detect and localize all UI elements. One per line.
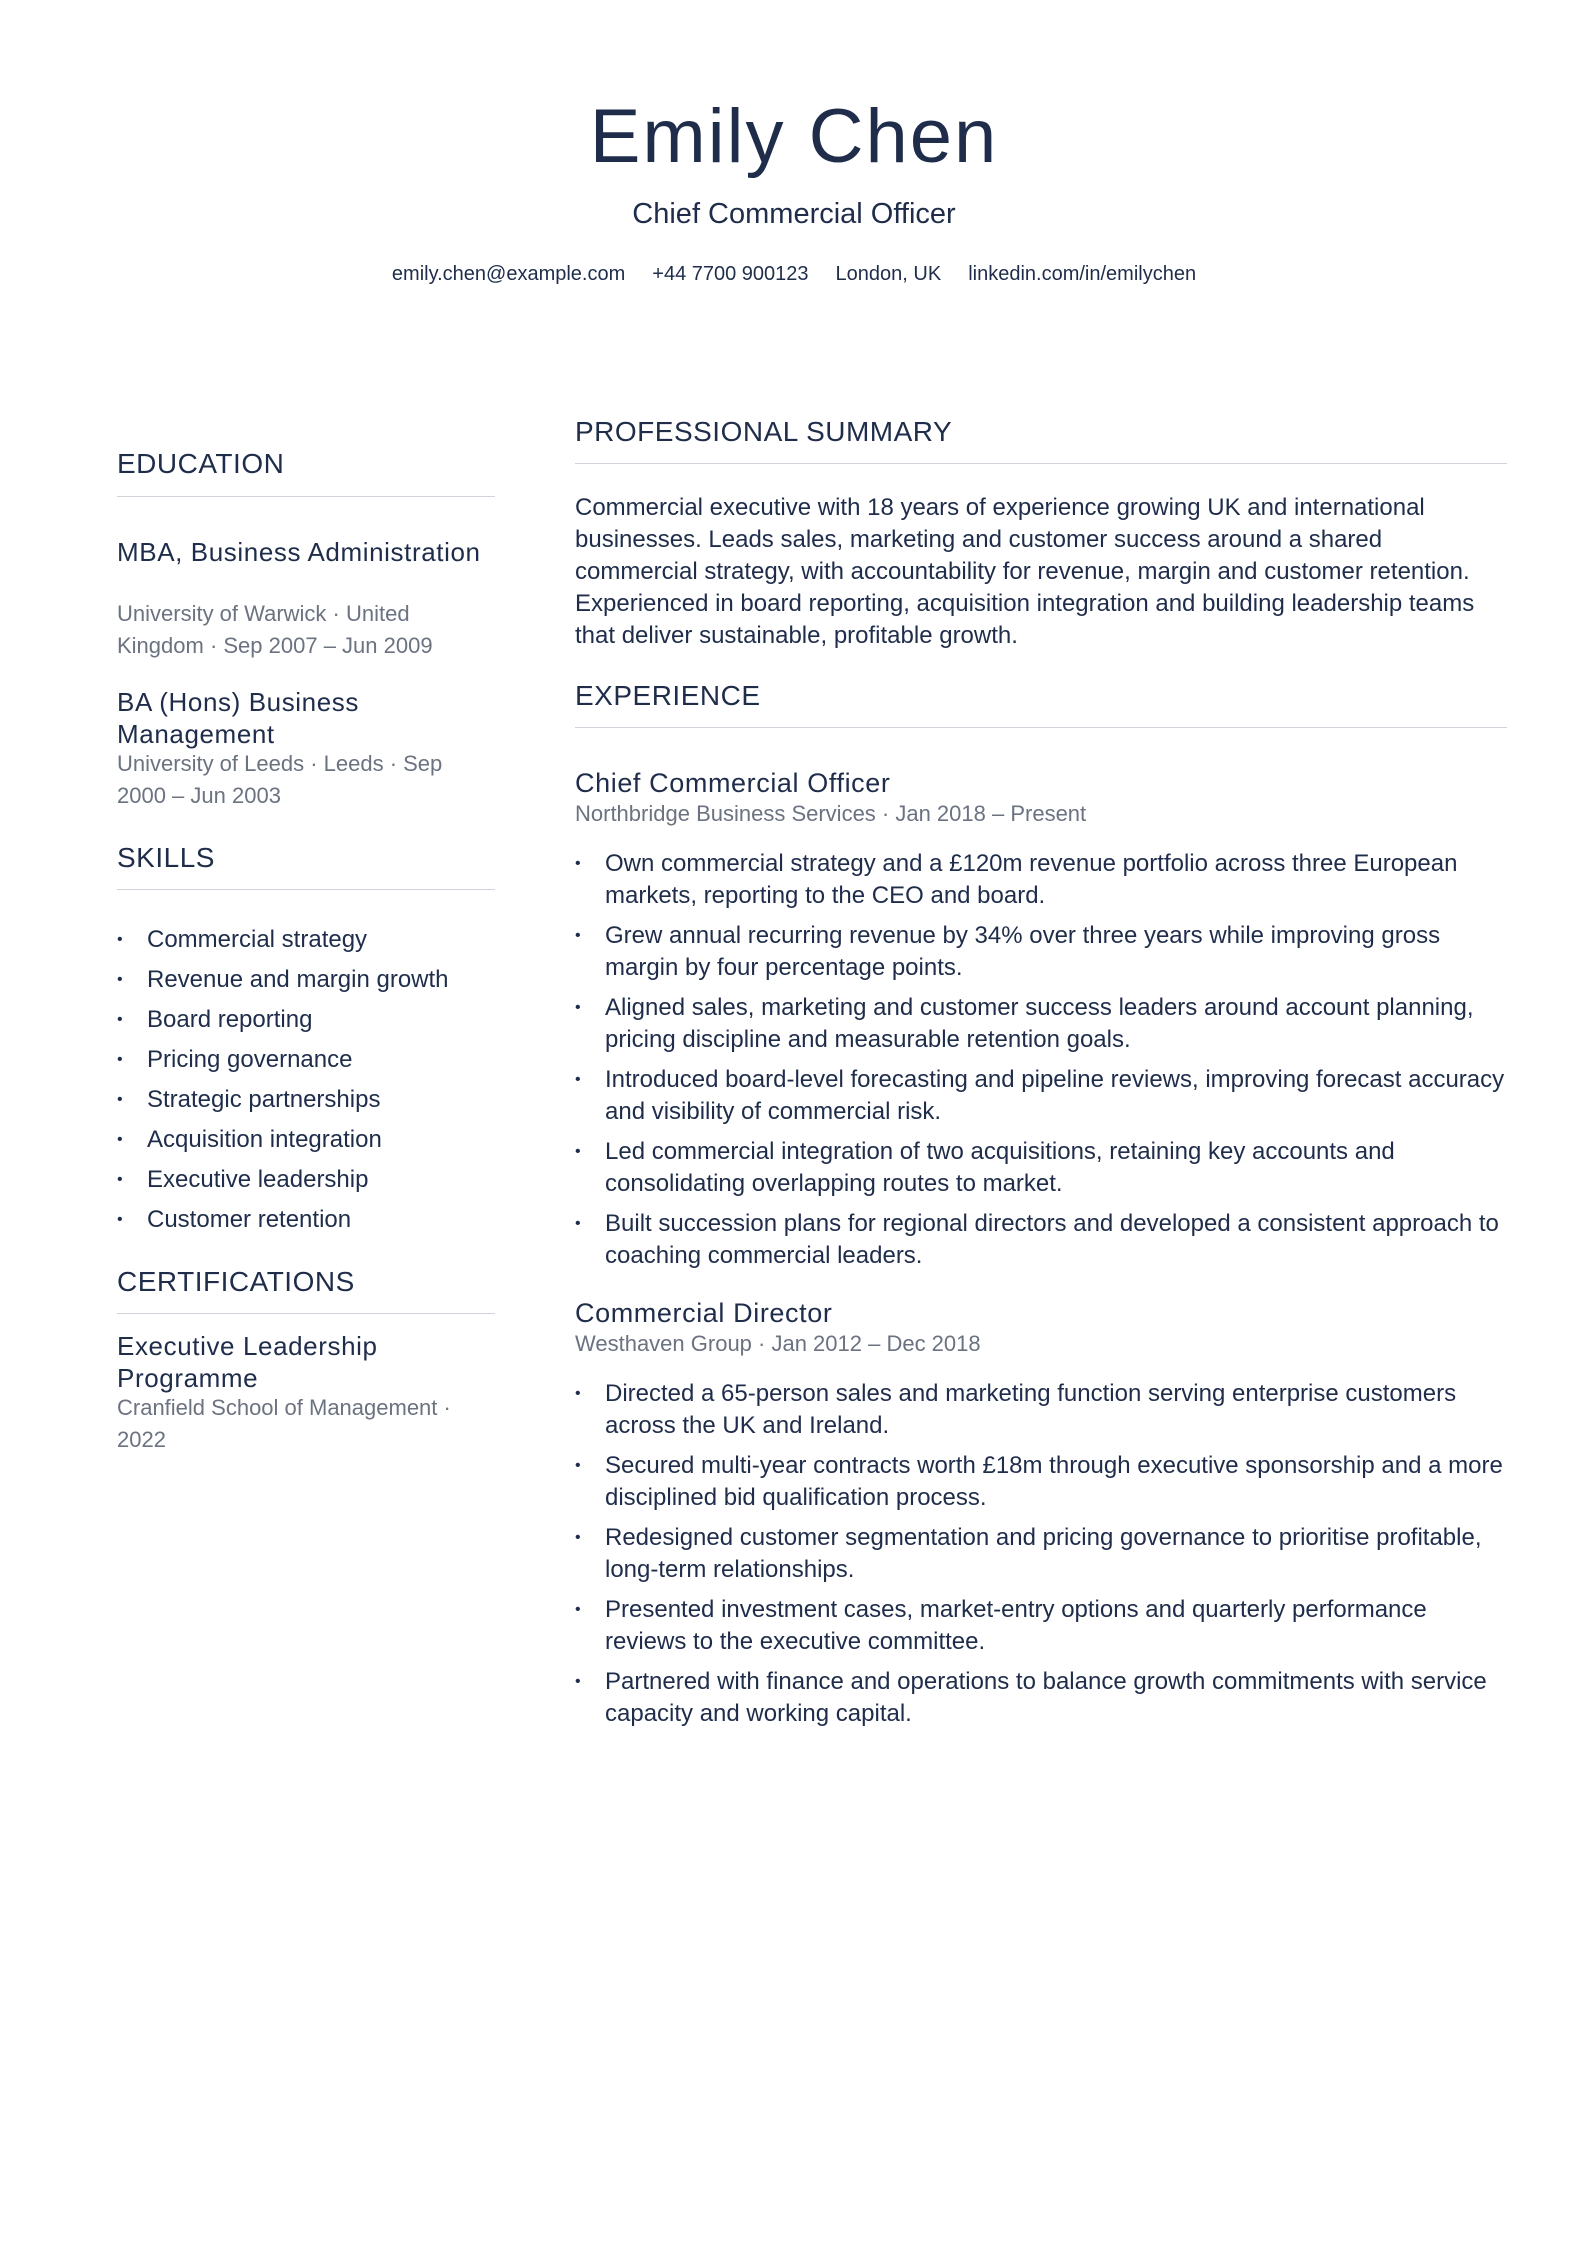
summary-divider: [575, 463, 1507, 464]
contact-line: [0, 259, 1588, 289]
candidate-name: Emily Chen: [589, 94, 999, 179]
job-title-2: Commercial Director: [575, 1298, 833, 1328]
certification-name-1: Executive Leadership Programme: [117, 1331, 378, 1393]
job-bullet: • Led commercial integration of two acquisitions, retaining key accounts and consolidating overlapping routes to market.: [575, 1136, 1507, 1208]
job-bullet: • Own commercial strategy and a £120m revenue portfolio across three European markets, reporting to the CEO and board.: [575, 848, 1507, 920]
skill-item: • Strategic partnerships: [117, 1080, 495, 1120]
education-degree-1: MBA, Business Administration: [117, 537, 481, 567]
contact-email: emily.chen@example.com: [391, 263, 626, 285]
job-bullets-2: [575, 1378, 1507, 1738]
experience-heading: EXPERIENCE: [575, 680, 761, 711]
certifications-divider: [117, 1313, 495, 1314]
job-meta-1: Northbridge Business Services · Jan 2018 – Present: [575, 801, 1087, 826]
job-bullet: • Secured multi-year contracts worth £18m through executive sponsorship and a more disciplined bid qualification process.: [575, 1450, 1507, 1522]
job-bullets-1: [575, 848, 1507, 1280]
job-bullet: • Grew annual recurring revenue by 34% over three years while improving gross margin by four percentage points.: [575, 920, 1507, 992]
skills-list: [117, 920, 495, 1240]
skill-item: • Commercial strategy: [117, 920, 495, 960]
job-bullet: • Presented investment cases, market-entry options and quarterly performance reviews to the executive committee.: [575, 1594, 1507, 1666]
job-bullet: • Directed a 65-person sales and marketing function serving enterprise customers across the UK and Ireland.: [575, 1378, 1507, 1450]
skill-item: • Acquisition integration: [117, 1120, 495, 1160]
education-divider: [117, 496, 495, 497]
education-degree-2: BA (Hons) Business Management: [117, 687, 360, 749]
job-bullet: • Redesigned customer segmentation and pricing governance to prioritise profitable, long-term relationships.: [575, 1522, 1507, 1594]
summary-text: Commercial executive with 18 years of experience growing UK and international businesses. Leads sales, marketing and customer success around a shared commercial strategy, with accountability for revenue, margin and customer retention. Experienced in board reporting, acquisition integration and building leadership teams that deliver sustainable, profitable growth.: [575, 494, 1475, 649]
skill-item: • Pricing governance: [117, 1040, 495, 1080]
job-bullet: • Introduced board-level forecasting and pipeline reviews, improving forecast accuracy and visibility of commercial risk.: [575, 1064, 1507, 1136]
job-bullet: • Aligned sales, marketing and customer success leaders around account planning, pricing discipline and measurable retention goals.: [575, 992, 1507, 1064]
skill-item: • Executive leadership: [117, 1160, 495, 1200]
contact-phone: +44 7700 900123: [652, 263, 809, 285]
education-detail-1: University of Warwick · United Kingdom · Sep 2007 – Jun 2009: [117, 601, 433, 658]
contact-linkedin: linkedin.com/in/emilychen: [968, 263, 1197, 285]
skills-heading: SKILLS: [117, 842, 215, 873]
contact-location: London, UK: [835, 263, 942, 285]
candidate-title: Chief Commercial Officer: [632, 198, 956, 230]
job-meta-2: Westhaven Group · Jan 2012 – Dec 2018: [575, 1331, 981, 1356]
skill-item: • Revenue and margin growth: [117, 960, 495, 1000]
experience-divider: [575, 727, 1507, 728]
certifications-heading: CERTIFICATIONS: [117, 1266, 355, 1297]
skill-item: • Board reporting: [117, 1000, 495, 1040]
job-bullet: • Partnered with finance and operations to balance growth commitments with service capacity and working capital.: [575, 1666, 1507, 1738]
job-bullet: • Built succession plans for regional directors and developed a consistent approach to coaching commercial leaders.: [575, 1208, 1507, 1280]
skills-divider: [117, 889, 495, 890]
education-heading: EDUCATION: [117, 448, 285, 479]
skill-item: • Customer retention: [117, 1200, 495, 1240]
education-detail-2: University of Leeds · Leeds · Sep 2000 – Jun 2003: [117, 751, 443, 808]
certification-detail-1: Cranfield School of Management · 2022: [117, 1395, 451, 1452]
job-title-1: Chief Commercial Officer: [575, 768, 891, 798]
summary-heading: PROFESSIONAL SUMMARY: [575, 416, 953, 447]
